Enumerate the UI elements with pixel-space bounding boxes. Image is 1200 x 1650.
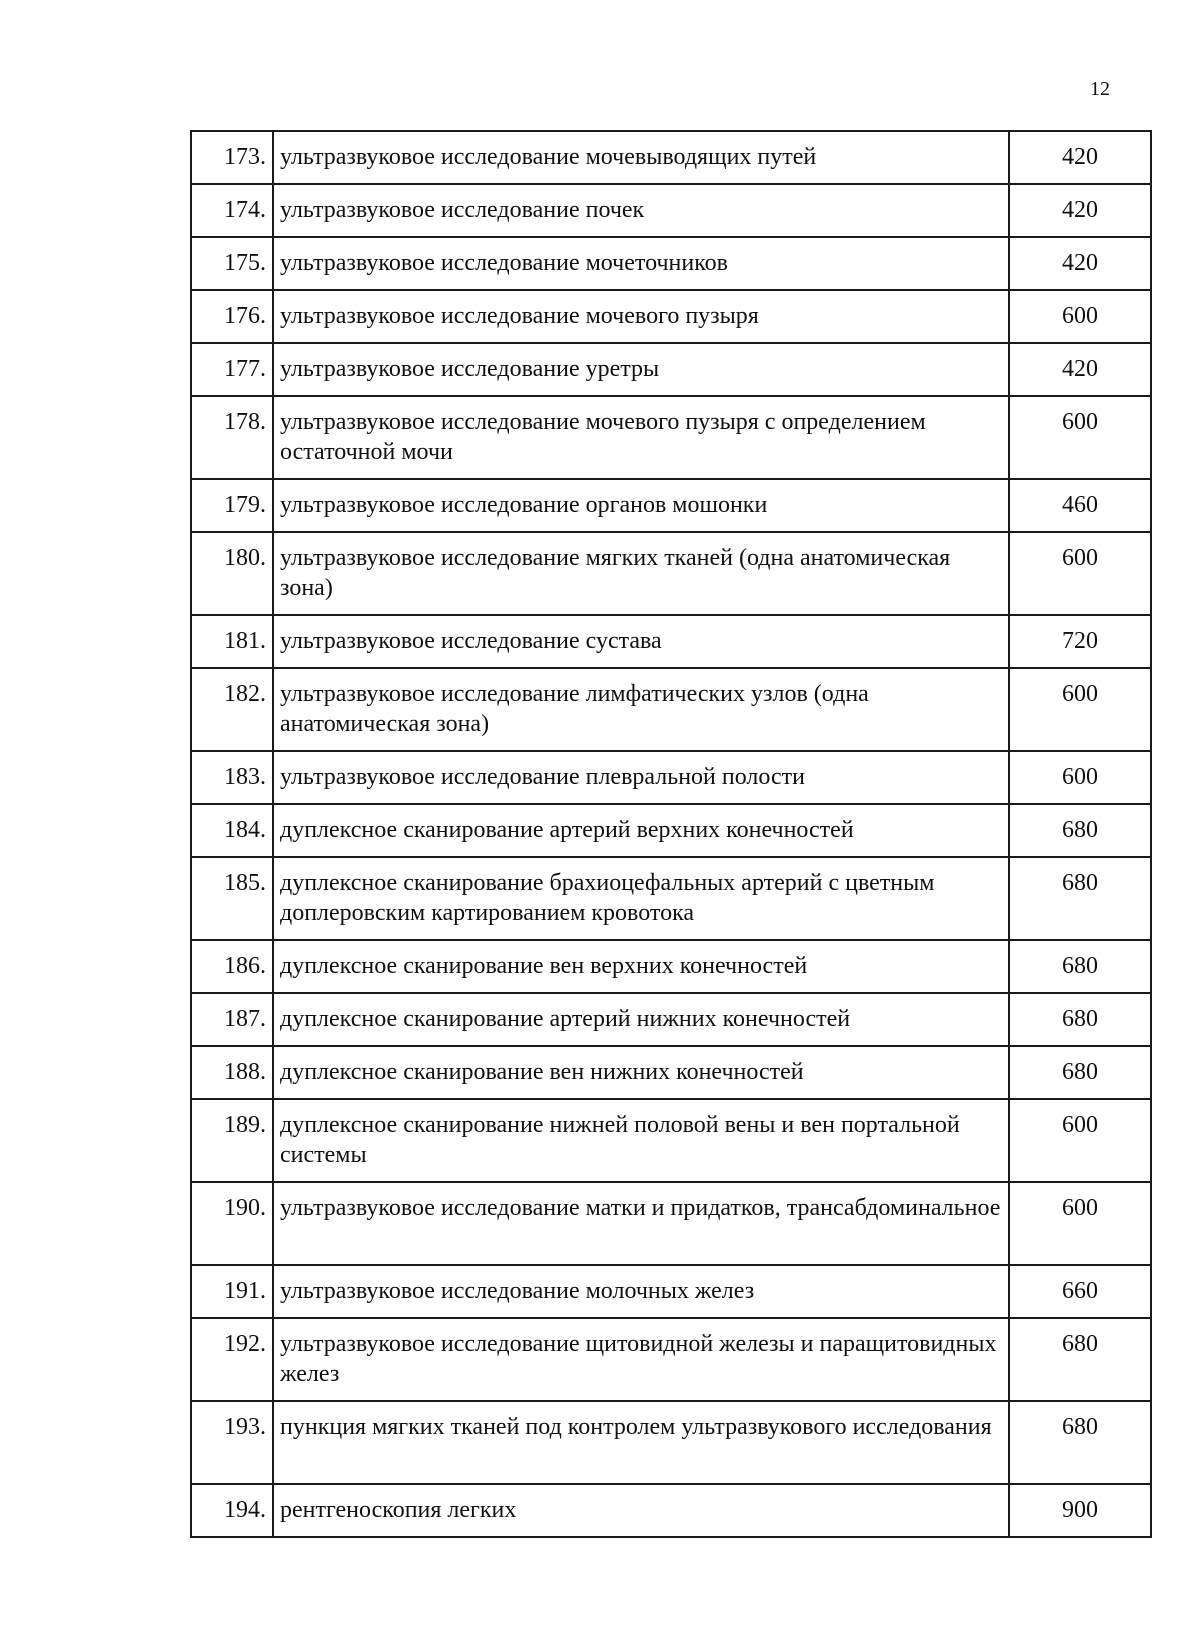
service-name: ультразвуковое исследование мочевого пузыря (273, 290, 1009, 343)
service-name: пункция мягких тканей под контролем ультразвукового исследования (273, 1401, 1009, 1484)
row-number: 174. (191, 184, 273, 237)
service-name: ультразвуковое исследование мочеточников (273, 237, 1009, 290)
row-number: 178. (191, 396, 273, 479)
page-number: 12 (1090, 78, 1110, 100)
row-number: 189. (191, 1099, 273, 1182)
service-name: ультразвуковое исследование плевральной полости (273, 751, 1009, 804)
table-row (191, 396, 1151, 479)
row-number: 191. (191, 1265, 273, 1318)
table-row (191, 532, 1151, 615)
service-price: 600 (1009, 1099, 1151, 1182)
service-price: 680 (1009, 857, 1151, 940)
service-price: 600 (1009, 396, 1151, 479)
table-row (191, 131, 1151, 184)
service-price: 680 (1009, 1318, 1151, 1401)
price-table (190, 130, 1152, 1538)
table-row (191, 237, 1151, 290)
row-number: 176. (191, 290, 273, 343)
table-row (191, 1484, 1151, 1537)
service-price: 680 (1009, 1046, 1151, 1099)
table-row (191, 1318, 1151, 1401)
service-name: дуплексное сканирование артерий верхних конечностей (273, 804, 1009, 857)
service-price: 680 (1009, 993, 1151, 1046)
service-name: дуплексное сканирование вен нижних конечностей (273, 1046, 1009, 1099)
row-number: 184. (191, 804, 273, 857)
service-name: ультразвуковое исследование почек (273, 184, 1009, 237)
service-price: 680 (1009, 940, 1151, 993)
table-row (191, 343, 1151, 396)
service-name: ультразвуковое исследование сустава (273, 615, 1009, 668)
row-number: 190. (191, 1182, 273, 1265)
table-row (191, 1099, 1151, 1182)
table-row (191, 857, 1151, 940)
service-price: 660 (1009, 1265, 1151, 1318)
row-number: 193. (191, 1401, 273, 1484)
row-number: 175. (191, 237, 273, 290)
row-number: 173. (191, 131, 273, 184)
service-price: 420 (1009, 237, 1151, 290)
row-number: 182. (191, 668, 273, 751)
table-row (191, 479, 1151, 532)
row-number: 181. (191, 615, 273, 668)
table-row (191, 1046, 1151, 1099)
table-row (191, 1401, 1151, 1484)
service-name: дуплексное сканирование брахиоцефальных артерий с цветным доплеровским картированием кровотока (273, 857, 1009, 940)
service-price: 460 (1009, 479, 1151, 532)
service-name: дуплексное сканирование нижней половой вены и вен портальной системы (273, 1099, 1009, 1182)
row-number: 177. (191, 343, 273, 396)
service-price: 420 (1009, 184, 1151, 237)
service-price: 600 (1009, 751, 1151, 804)
service-name: ультразвуковое исследование молочных желез (273, 1265, 1009, 1318)
service-name: ультразвуковое исследование лимфатических узлов (одна анатомическая зона) (273, 668, 1009, 751)
service-name: ультразвуковое исследование щитовидной железы и паращитовидных желез (273, 1318, 1009, 1401)
service-name: ультразвуковое исследование уретры (273, 343, 1009, 396)
row-number: 188. (191, 1046, 273, 1099)
row-number: 187. (191, 993, 273, 1046)
row-number: 185. (191, 857, 273, 940)
service-price: 600 (1009, 532, 1151, 615)
table-row (191, 940, 1151, 993)
service-price: 420 (1009, 131, 1151, 184)
table-row (191, 993, 1151, 1046)
service-price: 680 (1009, 804, 1151, 857)
table-row (191, 1182, 1151, 1265)
service-name: ультразвуковое исследование органов мошонки (273, 479, 1009, 532)
service-name: ультразвуковое исследование матки и придатков, трансабдоминальное (273, 1182, 1009, 1265)
table-row (191, 184, 1151, 237)
table-row (191, 804, 1151, 857)
service-price: 900 (1009, 1484, 1151, 1537)
service-price: 600 (1009, 668, 1151, 751)
row-number: 179. (191, 479, 273, 532)
service-name: дуплексное сканирование вен верхних конечностей (273, 940, 1009, 993)
service-price: 680 (1009, 1401, 1151, 1484)
table-row (191, 290, 1151, 343)
table-row (191, 1265, 1151, 1318)
table-row (191, 751, 1151, 804)
service-name: дуплексное сканирование артерий нижних конечностей (273, 993, 1009, 1046)
service-price: 600 (1009, 1182, 1151, 1265)
service-price: 600 (1009, 290, 1151, 343)
row-number: 194. (191, 1484, 273, 1537)
service-price: 420 (1009, 343, 1151, 396)
row-number: 192. (191, 1318, 273, 1401)
row-number: 186. (191, 940, 273, 993)
service-price: 720 (1009, 615, 1151, 668)
price-table-body (191, 131, 1151, 1537)
service-name: ультразвуковое исследование мягких тканей (одна анатомическая зона) (273, 532, 1009, 615)
service-name: рентгеноскопия легких (273, 1484, 1009, 1537)
service-name: ультразвуковое исследование мочевыводящих путей (273, 131, 1009, 184)
row-number: 183. (191, 751, 273, 804)
row-number: 180. (191, 532, 273, 615)
table-row (191, 668, 1151, 751)
service-name: ультразвуковое исследование мочевого пузыря с определением остаточной мочи (273, 396, 1009, 479)
table-row (191, 615, 1151, 668)
